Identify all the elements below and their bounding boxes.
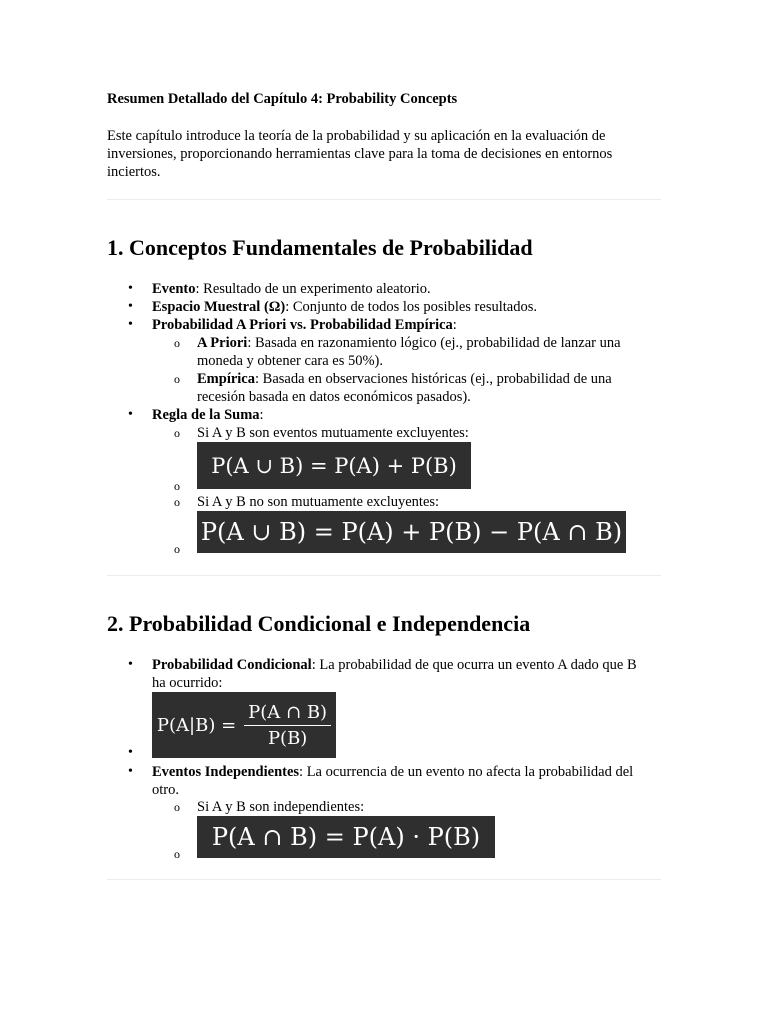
sub-bullet-marker: o — [174, 336, 180, 350]
intro-line: Este capítulo introduce la teoría de la probabilidad y su aplicación en la evaluación de — [107, 128, 606, 144]
sub-bullet-marker: o — [174, 847, 180, 861]
sub-bullet-marker: o — [174, 479, 180, 493]
formula-independencia: P(A ∩ B) = P(A) · P(B) — [197, 816, 495, 858]
list-item-eventos-independientes — [152, 763, 633, 781]
formula-lhs: P(A|B) = — [156, 714, 237, 736]
bullet-marker: • — [128, 657, 133, 672]
definition-empirica-cont: recesión basada en datos económicos pasados). — [197, 389, 471, 405]
bullet-marker: • — [128, 745, 133, 760]
definition-eventos-independientes-cont: otro. — [152, 782, 179, 798]
formula-numerator: P(A ∩ B) — [244, 702, 331, 726]
formula-suma-excluyentes: P(A ∪ B) = P(A) + P(B) — [197, 442, 471, 489]
list-item-probabilidad-tipos — [152, 316, 457, 334]
intro-paragraph — [107, 127, 667, 181]
sub-bullet-marker: o — [174, 495, 180, 509]
formula-suma-no-excluyentes: P(A ∪ B) = P(A) + P(B) − P(A ∩ B) — [197, 511, 626, 553]
list-item-evento — [152, 280, 431, 298]
definition-probabilidad-condicional-cont: ha ocurrido: — [152, 675, 223, 691]
intro-line: inversiones, proporcionando herramientas clave para la toma de decisiones en entornos — [107, 146, 613, 162]
intro-line: inciertos. — [107, 164, 161, 180]
term-eventos-independientes: Eventos Independientes — [152, 764, 300, 780]
list-item-probabilidad-condicional — [152, 656, 637, 674]
divider — [107, 879, 661, 880]
formula-fraction — [244, 702, 331, 749]
definition-probabilidad-condicional: : La probabilidad de que ocurra un evento A dado que B — [311, 657, 637, 673]
term-a-priori: A Priori — [197, 335, 248, 351]
sub-bullet-marker: o — [174, 372, 180, 386]
list-item-regla-suma — [152, 406, 264, 424]
term-evento: Evento — [152, 281, 196, 297]
list-item-a-priori — [197, 334, 621, 352]
sub-bullet-marker: o — [174, 800, 180, 814]
bullet-marker: • — [128, 281, 133, 296]
divider — [107, 575, 661, 576]
colon: : — [452, 317, 457, 333]
section-1-heading: 1. Conceptos Fundamentales de Probabilidad — [107, 235, 533, 260]
term-regla-suma: Regla de la Suma — [152, 407, 260, 423]
term-probabilidad-tipos: Probabilidad A Priori vs. Probabilidad Empírica — [152, 317, 453, 333]
text-no-excluyentes: Si A y B no son mutuamente excluyentes: — [197, 494, 440, 510]
formula-probabilidad-condicional — [152, 692, 336, 758]
definition-a-priori: : Basada en razonamiento lógico (ej., probabilidad de lanzar una — [247, 335, 621, 351]
list-item-empirica — [197, 370, 612, 388]
term-probabilidad-condicional: Probabilidad Condicional — [152, 657, 312, 673]
colon: : — [259, 407, 264, 423]
term-empirica: Empírica — [197, 371, 255, 387]
bullet-marker: • — [128, 407, 133, 422]
definition-empirica: : Basada en observaciones históricas (ej., probabilidad de una — [255, 371, 612, 387]
sub-bullet-marker: o — [174, 542, 180, 556]
text-mutuamente-excluyentes: Si A y B son eventos mutuamente excluyentes: — [197, 425, 469, 441]
text-independientes: Si A y B son independientes: — [197, 799, 365, 815]
divider — [107, 199, 661, 200]
bullet-marker: • — [128, 317, 133, 332]
bullet-marker: • — [128, 764, 133, 779]
sub-bullet-marker: o — [174, 426, 180, 440]
bullet-marker: • — [128, 299, 133, 314]
definition-eventos-independientes: : La ocurrencia de un evento no afecta la probabilidad del — [299, 764, 634, 780]
section-2-heading: 2. Probabilidad Condicional e Independencia — [107, 611, 531, 636]
document-title: Resumen Detallado del Capítulo 4: Probability Concepts — [107, 91, 458, 107]
definition-espacio-muestral: : Conjunto de todos los posibles resultados. — [285, 299, 537, 315]
definition-a-priori-cont: moneda y obtener cara es 50%). — [197, 353, 384, 369]
term-espacio-muestral: Espacio Muestral (Ω) — [152, 299, 286, 315]
definition-evento: : Resultado de un experimento aleatorio. — [195, 281, 431, 297]
list-item-espacio-muestral — [152, 298, 537, 316]
formula-denominator: P(B) — [267, 727, 308, 749]
